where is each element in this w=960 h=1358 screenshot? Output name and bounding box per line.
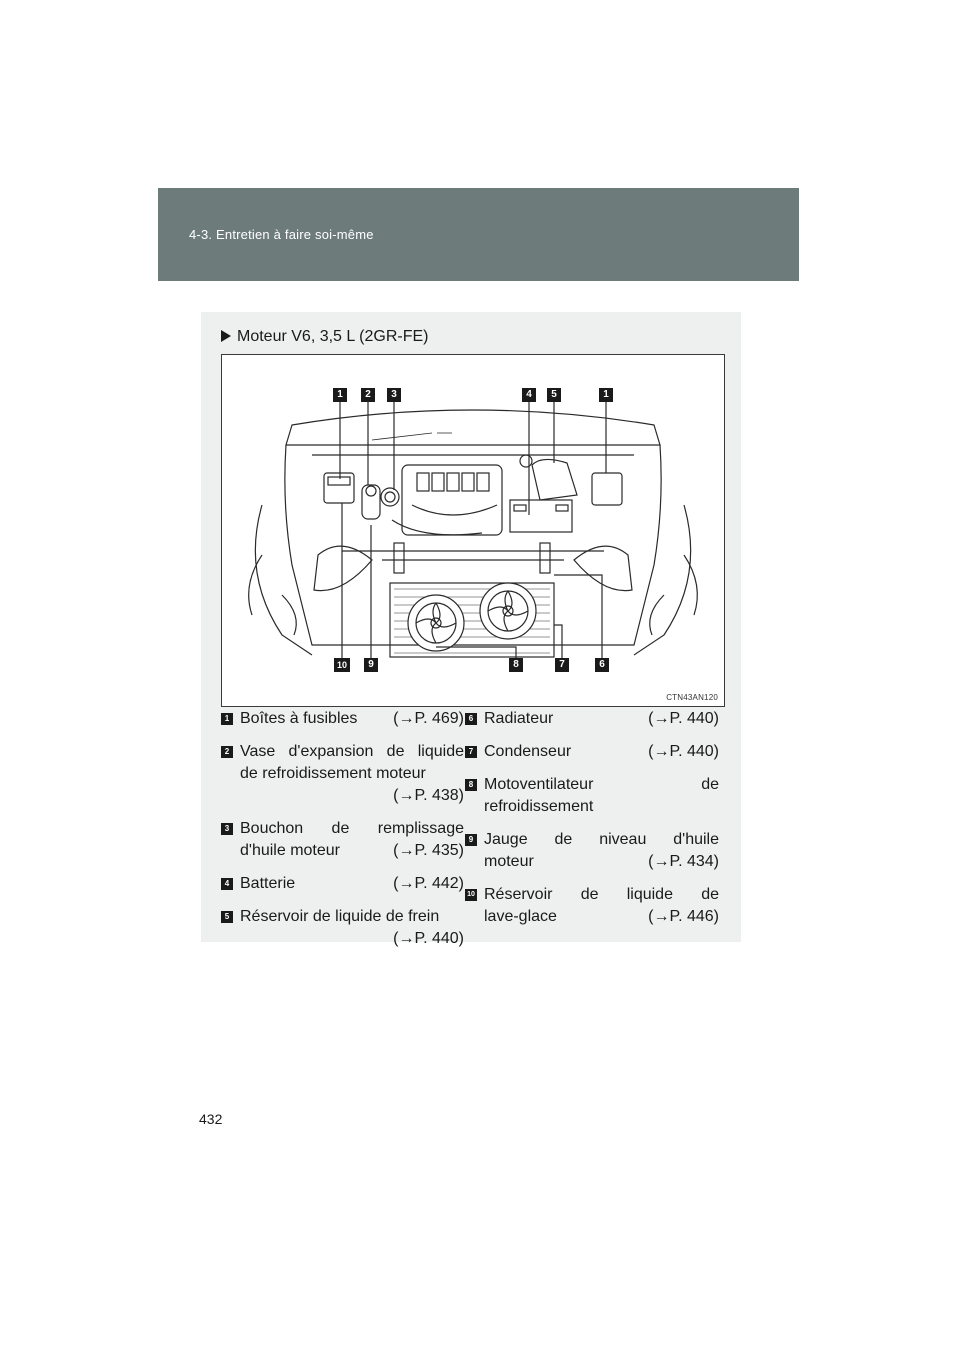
item-name-line2: moteur <box>484 853 534 870</box>
legend-item-9 <box>465 829 719 873</box>
number-badge: 9 <box>465 834 477 846</box>
legend-item-5 <box>221 906 464 950</box>
engine-drawing <box>222 355 724 706</box>
item-name-line1: Vase d'expansion de liquide <box>240 743 464 760</box>
legend-item-2 <box>221 741 464 807</box>
callout-10: 10 <box>334 658 350 672</box>
legend-column-right <box>465 708 719 939</box>
item-ref: (→P. 469) <box>393 710 464 727</box>
legend-column-left <box>221 708 464 961</box>
number-badge: 6 <box>465 713 477 725</box>
item-name-line2: refroidissement <box>484 798 594 815</box>
legend-item-6 <box>465 708 719 730</box>
item-ref: (→P. 435) <box>393 842 464 859</box>
number-badge: 1 <box>221 713 233 725</box>
legend-item-1 <box>221 708 464 730</box>
item-name: Boîtes à fusibles <box>240 710 358 727</box>
number-badge: 5 <box>221 911 233 923</box>
callout-2: 2 <box>361 388 375 402</box>
section-heading-text: Moteur V6, 3,5 L (2GR-FE) <box>237 328 429 345</box>
number-badge: 4 <box>221 878 233 890</box>
callout-1-top-right: 1 <box>599 388 613 402</box>
callout-8: 8 <box>509 658 523 672</box>
item-ref: (→P. 442) <box>393 875 464 892</box>
section-heading <box>221 328 428 346</box>
item-name: Radiateur <box>484 710 554 727</box>
number-badge: 2 <box>221 746 233 758</box>
item-name: Réservoir de liquide de frein <box>240 908 440 925</box>
item-name-line1: Réservoir de liquide de <box>484 886 719 903</box>
number-badge: 8 <box>465 779 477 791</box>
figure-code: CTN43AN120 <box>666 693 718 702</box>
legend-item-3 <box>221 818 464 862</box>
legend-item-8 <box>465 774 719 818</box>
callout-4: 4 <box>522 388 536 402</box>
callout-9: 9 <box>364 658 378 672</box>
item-ref: (→P. 438) <box>393 787 464 804</box>
item-ref: (→P. 440) <box>648 710 719 727</box>
item-name-line1: Bouchon de remplissage <box>240 820 464 837</box>
callout-1-top-left: 1 <box>333 388 347 402</box>
item-ref: (→P. 434) <box>648 853 719 870</box>
item-ref: (→P. 440) <box>393 930 464 947</box>
legend-item-4 <box>221 873 464 895</box>
engine-illustration <box>221 354 725 707</box>
number-badge: 10 <box>465 889 477 901</box>
legend-item-7 <box>465 741 719 763</box>
callout-6: 6 <box>595 658 609 672</box>
chapter-title: 4-3. Entretien à faire soi-même <box>189 227 374 242</box>
item-ref: (→P. 440) <box>648 743 719 760</box>
item-name-line2: lave-glace <box>484 908 557 925</box>
chapter-header-band <box>158 188 799 281</box>
legend-item-10 <box>465 884 719 928</box>
item-name-line2: d'huile moteur <box>240 842 340 859</box>
page-number: 432 <box>199 1111 223 1127</box>
callout-3: 3 <box>387 388 401 402</box>
number-badge: 3 <box>221 823 233 835</box>
item-name: Condenseur <box>484 743 572 760</box>
item-name-line2: de refroidissement moteur <box>240 765 426 782</box>
item-name: Batterie <box>240 875 296 892</box>
callout-5: 5 <box>547 388 561 402</box>
item-name-line1: Jauge de niveau d'huile <box>484 831 719 848</box>
item-name-line1: Motoventilateur de <box>484 776 719 793</box>
item-ref: (→P. 446) <box>648 908 719 925</box>
number-badge: 7 <box>465 746 477 758</box>
triangle-bullet-icon <box>221 330 231 342</box>
callout-7: 7 <box>555 658 569 672</box>
engine-compartment-panel <box>201 312 741 947</box>
